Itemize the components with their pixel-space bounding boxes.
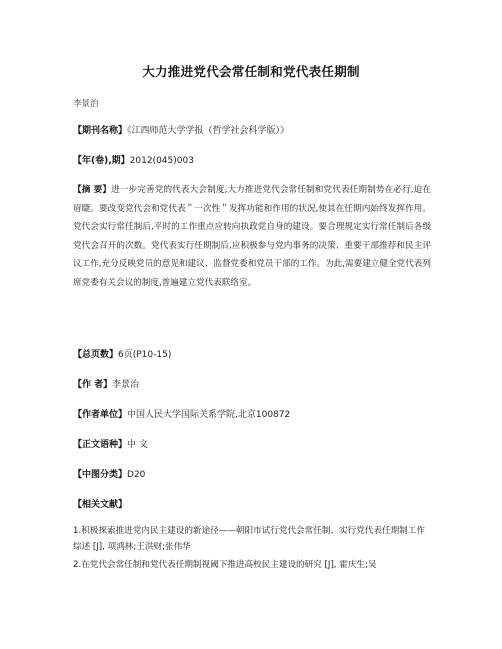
author-field [73, 376, 433, 395]
pages-field [73, 346, 433, 365]
language-label: 【正文语种】 [73, 440, 128, 450]
language-value: 中 文 [127, 440, 148, 450]
language-field [73, 436, 433, 455]
reference-list [73, 523, 433, 576]
classification-field [73, 466, 433, 485]
pages-label: 【总页数】 [73, 350, 119, 360]
reference-item[interactable]: 2.在党代会常任制和党代表任期制视阈下推进高校民主建设的研究 [J], 霍庆生;吴 [73, 560, 377, 571]
author-value: 李景治 [112, 380, 140, 390]
document-title: 大力推进党代会常任制和党代表任期制 [142, 64, 360, 79]
journal-field [73, 122, 433, 141]
classification-value: D20 [127, 470, 146, 480]
related-label: 【相关文献】 [73, 500, 128, 510]
abstract-text: 进一步完善党的代表大会制度,大力推进党代会常任制和党代表任期制势在必行,迫在眉睫。要改变党代会和党代表＂一次性＂发挥功能和作用的状况,使其在任期内始终发挥作用。党代会实行常任制后,平时的工作重点应转向执政党自身的建设。要合理规定实行常任制后各级党代会召开的次数。党代表实行任期制后,应积极参与党内事务的决策、重要干部推荐和民主评议工作,充分反映党员的意见和建议、监督党委和党员干部的工作。为此,需要建立健全党代表列席党委有关会议的制度,普遍建立党代表联络室。 [73, 185, 431, 288]
affiliation-value: 中国人民大学国际关系学院,北京100872 [127, 410, 291, 420]
abstract-field [73, 181, 431, 293]
author-label: 【作 者】 [73, 380, 113, 390]
year-issue-value: 2012(045)003 [129, 156, 194, 166]
year-issue-field [73, 152, 433, 171]
author-line: 李景治 [73, 99, 99, 109]
reference-item[interactable]: 1.积极探索推进党内民主建设的新途径——朝阳市试行党代会常任制、实行党代表任期制工作综述 [J], 项鸿林;王洪财;张伟华 [73, 526, 425, 553]
journal-label: 【期刊名称】 [73, 126, 128, 136]
year-issue-label: 【年(卷),期】 [73, 156, 130, 166]
affiliation-label: 【作者单位】 [73, 410, 128, 420]
journal-value: 《江西师范大学学报（哲学社会科学版）》 [127, 126, 290, 136]
pages-value: 6页(P10-15) [118, 350, 172, 360]
affiliation-field [73, 406, 433, 425]
classification-label: 【中图分类】 [73, 470, 128, 480]
abstract-label: 【摘 要】 [73, 185, 112, 195]
related-literature-heading [73, 496, 433, 515]
